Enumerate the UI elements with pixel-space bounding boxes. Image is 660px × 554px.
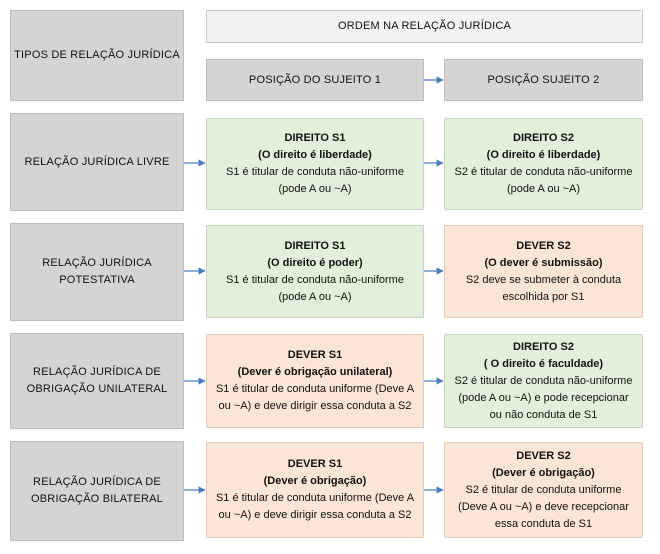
cell-sub: (Dever é obrigação unilateral) xyxy=(237,366,393,378)
cell-desc: S1 é titular de conduta não-uniforme (pode A ou ~A) xyxy=(226,166,404,195)
cell-s2 xyxy=(444,442,643,538)
cell-sub: (O dever é submissão) xyxy=(484,256,603,269)
cell-s1 xyxy=(206,118,424,210)
cell-title: DIREITO S1 xyxy=(284,239,346,252)
row-label xyxy=(10,441,184,541)
cell-desc: S1 é titular de conduta não-uniforme (pode A ou ~A) xyxy=(226,273,404,303)
cell-sub: (Dever é obrigação) xyxy=(492,466,595,479)
cell-title: DIREITO S2 xyxy=(513,132,574,144)
cell-title: DEVER S1 xyxy=(287,458,343,470)
row-label-text: RELAÇÃO JURÍDICA DE OBRIGAÇÃO UNILATERAL xyxy=(26,366,168,395)
cell-sub: (O direito é liberdade) xyxy=(486,149,601,161)
row-label-text: RELAÇÃO JURÍDICA LIVRE xyxy=(24,155,170,168)
cell-sub: (O direito é liberdade) xyxy=(258,149,372,161)
cell-title: DEVER S2 xyxy=(516,239,571,252)
cell-s2 xyxy=(444,118,643,210)
cell-desc: S1 é titular de conduta uniforme (Deve A ou ~A) e deve dirigir essa conduta a S2 xyxy=(215,383,415,412)
row-label xyxy=(10,113,184,211)
cell-s2 xyxy=(444,334,643,428)
cell-title: DEVER S1 xyxy=(287,349,343,361)
cell-sub: (O direito é poder) xyxy=(267,256,363,269)
cell-title: DIREITO S1 xyxy=(284,132,346,144)
cell-desc: S1 é titular de conduta uniforme (Deve A ou ~A) e deve dirigir essa conduta a S2 xyxy=(215,492,415,521)
header-ordem xyxy=(206,10,643,43)
cell-sub: (Dever é obrigação) xyxy=(263,475,367,487)
header-ordem-text: ORDEM NA RELAÇÃO JURÍDICA xyxy=(337,20,512,32)
cell-sub: ( O direito é faculdade) xyxy=(483,357,604,370)
cell-title: DEVER S2 xyxy=(516,449,571,462)
cell-desc: S2 é titular de conduta não-uniforme (pode A ou ~A) xyxy=(454,166,633,195)
row-label xyxy=(10,223,184,321)
row-label xyxy=(10,333,184,429)
header-tipos xyxy=(10,10,184,101)
cell-desc: S2 é titular de conduta não-uniforme (pode A ou ~A) e pode recepcionar ou não conduta de S1 xyxy=(454,374,633,421)
header-pos1 xyxy=(206,59,424,101)
cell-s2 xyxy=(444,225,643,318)
header-pos2-text: POSIÇÃO SUJEITO 2 xyxy=(487,73,600,86)
cell-desc: S2 é titular de conduta uniforme (Deve A ou ~A) e deve recepcionar essa conduta de S1 xyxy=(458,483,629,530)
cell-title: DIREITO S2 xyxy=(513,340,574,353)
cell-s1 xyxy=(206,225,424,318)
row-label-text: RELAÇÃO JURÍDICA POTESTATIVA xyxy=(42,257,152,286)
header-pos2 xyxy=(444,59,643,101)
header-pos1-text: POSIÇÃO DO SUJEITO 1 xyxy=(248,73,382,86)
cell-desc: S2 deve se submeter à conduta escolhida por S1 xyxy=(465,273,622,303)
row-label-text: RELAÇÃO JURÍDICA DE OBRIGAÇÃO BILATERAL xyxy=(31,476,163,505)
header-tipos-text: TIPOS DE RELAÇÃO JURÍDICA xyxy=(14,49,180,61)
cell-s1 xyxy=(206,442,424,538)
cell-s1 xyxy=(206,334,424,428)
